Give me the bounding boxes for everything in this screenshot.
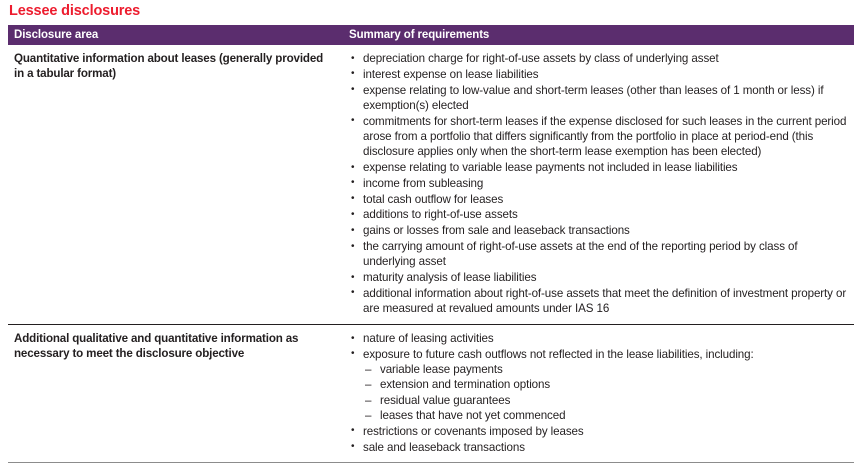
list-item-text: • nature of leasing activities (363, 332, 494, 346)
list-item-text: • additional information about right-of-use assets that meet the definition of investment property or are measured at revalued amounts under IAS 16 (363, 286, 847, 316)
lessee-disclosures-table (8, 25, 854, 463)
list-item (349, 51, 850, 66)
list-item-text: • the carrying amount of right-of-use assets at the end of the reporting period by class of underlying asset (363, 240, 798, 269)
requirements-list (349, 51, 850, 317)
list-item (349, 67, 850, 82)
disclosure-area-text: Additional qualitative and quantitative information as necessary to meet the disclosure objective (14, 332, 299, 361)
list-item (349, 160, 850, 175)
list-item (349, 424, 850, 439)
page-title: Lessee disclosures (9, 3, 141, 19)
sublist-item: – variable lease payments (363, 362, 850, 377)
list-item-text: • sale and leaseback transactions (363, 440, 525, 454)
list-item-text: • exposure to future cash outflows not reflected in the lease liabilities, including: (363, 347, 754, 361)
column-header-summary-of-requirements: Summary of requirements (349, 29, 490, 41)
table-row (8, 45, 854, 325)
list-item (349, 440, 850, 455)
list-item (349, 286, 850, 317)
list-item (349, 207, 850, 222)
list-item-text: • depreciation charge for right-of-use assets by class of underlying asset (363, 52, 719, 65)
table-header-row (8, 25, 854, 45)
sublist-item: – residual value guarantees (363, 393, 850, 408)
list-item (349, 114, 850, 160)
sublist-item: – leases that have not yet commenced (363, 408, 850, 423)
list-item-text: • gains or losses from sale and leaseback transactions (363, 224, 630, 238)
column-header-disclosure-area: Disclosure area (14, 29, 99, 41)
sublist-item: – extension and termination options (363, 377, 850, 392)
list-item-text: • additions to right-of-use assets (363, 208, 518, 222)
list-item-text: • total cash outflow for leases (363, 192, 504, 206)
cell-disclosure-area (8, 325, 344, 368)
cell-disclosure-area (8, 45, 344, 88)
list-item-text: • income from subleasing (363, 176, 484, 190)
list-item-text: • expense relating to variable lease payments not included in lease liabilities (363, 161, 738, 175)
list-item (349, 270, 850, 285)
list-item (349, 192, 850, 207)
list-item-text: • commitments for short-term leases if the expense disclosed for such leases in the current period arose from a portfolio that differs significantly from the portfolio in place at period-end (this disclosure applies only when the short-term lease exemption has been elected) (363, 114, 847, 159)
list-item (349, 83, 850, 114)
requirements-list (349, 331, 850, 455)
requirements-sublist (363, 362, 850, 423)
list-item-text: • interest expense on lease liabilities (363, 67, 539, 81)
list-item (349, 223, 850, 238)
list-item (349, 331, 850, 346)
list-item-text: • restrictions or covenants imposed by leases (363, 424, 584, 438)
table-row (8, 325, 854, 463)
disclosure-area-text: Quantitative information about leases (generally provided in a tabular format) (14, 52, 324, 81)
list-item (349, 347, 850, 423)
list-item (349, 176, 850, 191)
list-item-text: • maturity analysis of lease liabilities (363, 271, 537, 285)
cell-summary-of-requirements (344, 45, 854, 324)
cell-summary-of-requirements (344, 325, 854, 462)
list-item-text: • expense relating to low-value and short-term leases (other than leases of 1 month or less) if exemption(s) elected (363, 83, 824, 112)
list-item (349, 239, 850, 270)
